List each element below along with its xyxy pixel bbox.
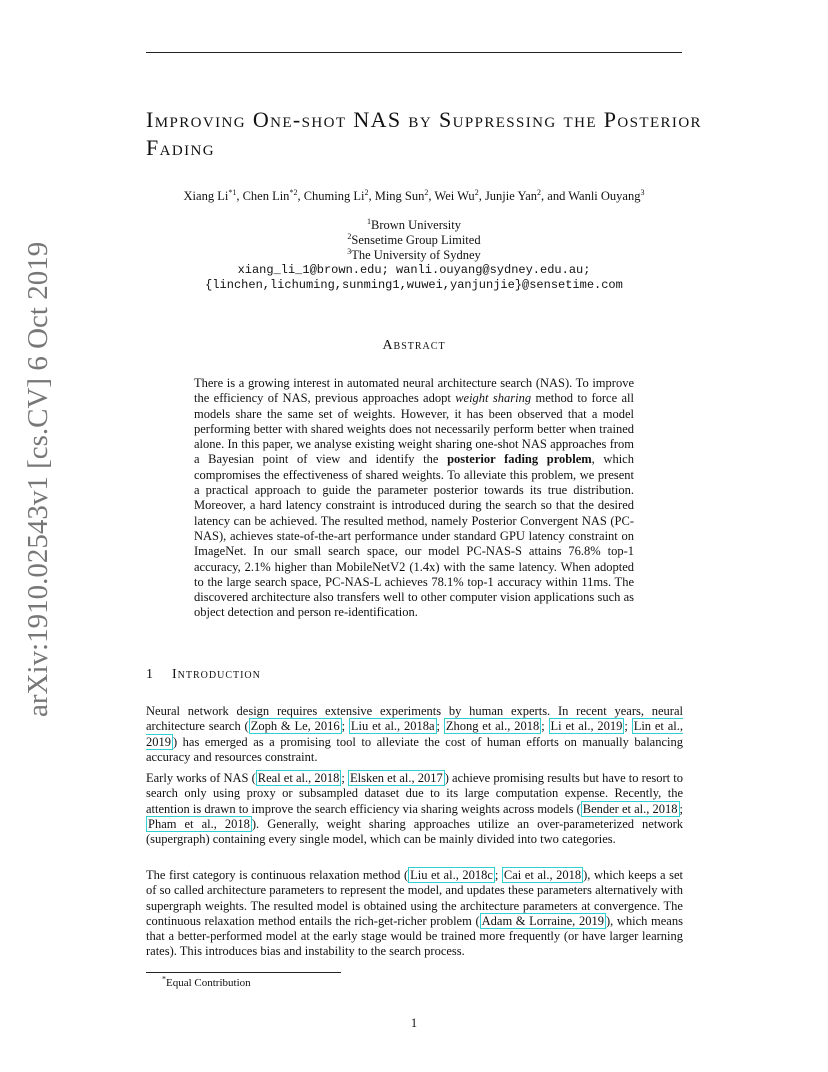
footnote: *Equal Contribution [162,974,251,989]
affiliation-1: $^1$Brown University [367,216,461,232]
author-list: Xiang Li$^{*1}$, Chen Lin$^{*2}$, Chuming Li$^2$, Ming Sun$^2$, Wei Wu$^2$, Junjie Yan$^2$, and Wanli Ouyang$^3$ [183,187,645,203]
top-rule [146,52,682,53]
paragraph-3: The first category is continuous relaxation method ( Liu et al., 2018c ; Cai et al., 2018 ), which keeps a set of so called architecture parameters to represent the model, and updates these parameters alternatively with supergraph weights. The resulted model is obtained using the architecture parameters at convergence. The continuous relaxation method entails the rich-get-richer problem ( Adam & Lorraine, 2019 ), which means that a better-performed model at the early stage would be trained more frequently (or have larger learning rates). This introduces bias and instability to the search process. [146,868,683,959]
citation-link[interactable]: Zoph & Le, 2016 [250,719,340,734]
citation-link[interactable]: Bender et al., 2018 [582,801,678,816]
affiliation-3: $^3$The University of Sydney [347,246,481,262]
citation-link[interactable]: Liu et al., 2018a [350,719,435,734]
abstract-heading: Abstract [382,338,446,353]
citation-link[interactable]: Real et al., 2018 [257,771,340,785]
section-heading [146,667,261,683]
paragraph-1: Neural network design requires extensive experiments by human experts. In recent years, neural architecture search ( Zoph & Le, 2016 ; Liu et al., 2018a ; Zhong et al., 2018 ; Li et al., 2019 ; Lin et al., 2019 ) has emerged as a promising tool to alleviate the cost of human efforts on manually balancing accuracy and resources constraint. [146,704,683,764]
paragraph-2: Early works of NAS ( Real et al., 2018 ; Elsken et al., 2017 ) achieve promising results but have to resort to search only using proxy or subsampled dataset due to its large computation expense. Recently, the attention is drawn to improve the search efficiency via sharing weights across models ( Bender et al., 2018 ; Pham et al., 2018 ). Generally, weight sharing approaches utilize an over-parameterized network (supergraph) containing every single model, which can be mainly divided into two categories. [146,771,684,847]
citation-link[interactable]: Cai et al., 2018 [503,868,582,882]
page-number: 1 [410,1016,418,1030]
citation-link[interactable]: Liu et al., 2018c [410,868,493,882]
paper-title: Improving One-shot NAS by Suppressing the Posterior Fading [146,107,702,160]
section-number: 1 [146,667,154,682]
affiliations [100,218,728,293]
citation-link[interactable]: Adam & Lorraine, 2019 [481,913,604,928]
citation-link[interactable]: Zhong et al., 2018 [445,719,540,734]
abstract-emphasis: weight sharing [455,391,532,406]
section-title: Introduction [172,667,261,682]
arxiv-sidebar [22,241,62,750]
citation-link[interactable]: Li et al., 2019 [550,719,623,734]
arxiv-identifier: arXiv:1910.02543v1 [cs.CV] 6 Oct 2019 [22,241,54,717]
footnote-rule [146,972,341,973]
abstract-bold: posterior fading problem [447,452,592,467]
citation-link[interactable]: Lin et al., 2019 [146,719,683,749]
citation-link[interactable]: Pham et al., 2018 [148,816,250,831]
abstract-body: There is a growing interest in automated neural architecture search (NAS). To improve the efficiency of NAS, previous approaches adopt weight sharing method to force all models share the same set of weights. However, it has been observed that a model performing better with shared weights does not necessarily perform better when trained alone. In this paper, we analyse existing weight sharing one-shot NAS approaches from a Bayesian point of view and identify the posterior fading problem, which compromises the effectiveness of shared weights. To alleviate this problem, we present a practical approach to guide the parameter posterior towards its true distribution. Moreover, a hard latency constraint is introduced during the search so that the desired latency can be achieved. The resulted method, namely Posterior Convergent NAS (PC-NAS), achieves state-of-the-art performance under standard GPU latency constraint on ImageNet. In our small search space, our model PC-NAS-S attains 76.8% top-1 accuracy, 2.1% higher than MobileNetV2 (1.4x) with the same latency. When adopted to the large search space, PC-NAS-L achieves 78.1% top-1 accuracy within 11ms. The discovered architecture also transfers well to other computer vision applications such as object detection and person re-identification. [194,376,634,620]
email-line-2: {linchen,lichuming,sunming1,wuwei,yanjunjie}@sensetime.com [205,278,623,292]
affiliation-2: $^2$Sensetime Group Limited [347,231,481,247]
citation-link[interactable]: Elsken et al., 2017 [350,771,443,785]
email-line-1: xiang_li_1@brown.edu; wanli.ouyang@sydney.edu.au; [237,263,591,277]
